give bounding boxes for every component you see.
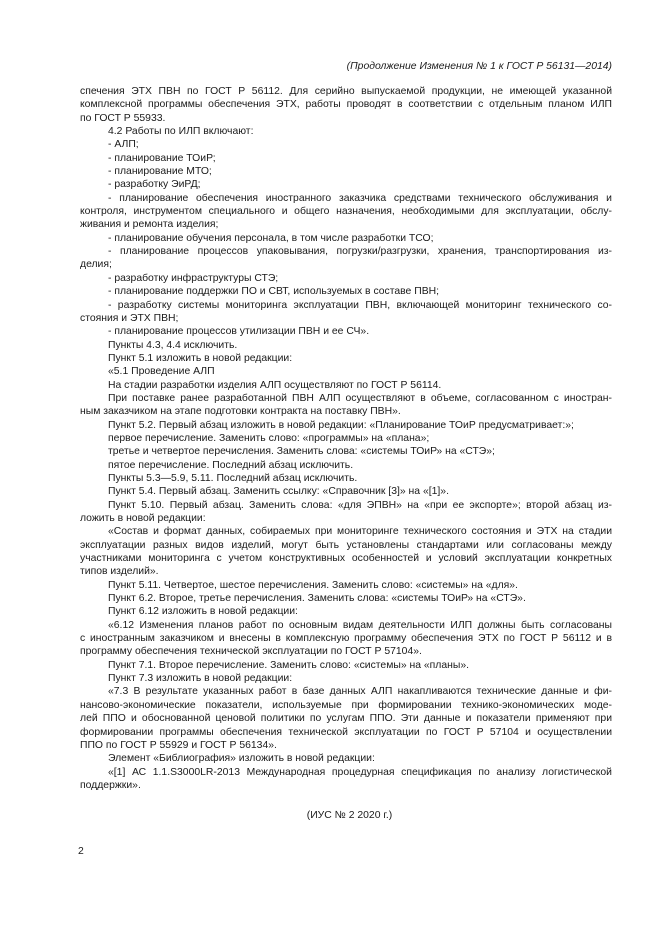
text-line: ППО по ГОСТ Р 55929 и ГОСТ Р 56134». xyxy=(80,739,277,751)
text-line: «7.3 В результате указанных работ в базе данных АЛП накапливаются технические данные и фи- xyxy=(108,686,612,698)
text-line: - АЛП; xyxy=(108,139,139,151)
text-line: - разработку ЭиРД; xyxy=(108,179,201,191)
text-line: Пункты 5.3—5.9, 5.11. Последний абзац исключить. xyxy=(108,472,358,484)
text-line: по ГОСТ Р 55933. xyxy=(80,112,166,124)
page-number: 2 xyxy=(78,846,84,857)
running-header: (Продолжение Изменения № 1 к ГОСТ Р 56131—2014) xyxy=(346,61,612,72)
text-line: ным заказчиком на этапе подготовки контракта на поставку ПВН». xyxy=(80,406,401,418)
text-line: поддержки». xyxy=(80,779,141,791)
text-line: При поставке ранее разработанной ПВН АЛП осуществляют в объеме, согласованном с иностран- xyxy=(108,392,612,404)
text-line: Элемент «Библиография» изложить в новой редакции: xyxy=(108,753,375,765)
text-line: Пункт 5.1 изложить в новой редакции: xyxy=(108,352,293,364)
text-line: Пункты 4.3, 4.4 исключить. xyxy=(108,339,238,351)
text-line: нансово-экономические показатели, используемые при формировании технико-экономических моде- xyxy=(80,699,612,711)
text-line: - планирование ТОиР; xyxy=(108,152,216,164)
text-line: Пункт 5.4. Первый абзац. Заменить ссылку: «Справочник [3]» на «[1]». xyxy=(108,486,449,498)
text-line: контроля, инструментом специального и общего назначения, необходимыми для эксплуатации, обслу- xyxy=(80,206,612,218)
text-line: 4.2 Работы по ИЛП включают: xyxy=(108,126,254,138)
text-line: третье и четвертое перечисления. Заменить слова: «системы ТОиР» на «СТЭ»; xyxy=(108,446,495,458)
text-line: Пункт 6.12 изложить в новой редакции: xyxy=(108,606,298,618)
text-line: - планирование МТО; xyxy=(108,166,212,178)
text-line: Пункт 6.2. Второе, третье перечисления. Заменить слова: «системы ТОиР» на «СТЭ». xyxy=(108,593,526,605)
text-line: участниками мониторинга с учетом конструктивных особенностей и условий эксплуатации конкретных xyxy=(80,553,612,565)
text-line: живания и ремонта изделия; xyxy=(80,219,219,231)
text-line: первое перечисление. Заменить слово: «программы» на «плана»; xyxy=(108,432,430,444)
text-line: «Состав и формат данных, собираемых при мониторинге технического состояния и ЭТХ на стадии xyxy=(108,526,612,538)
text-line: ложить в новой редакции: xyxy=(80,513,206,524)
text-line: Пункт 5.11. Четвертое, шестое перечисления. Заменить слово: «системы» на «для». xyxy=(108,579,518,591)
document-body xyxy=(80,85,612,792)
text-line: эксплуатации разных видов изделий, могут быть установлены стандартами или согласованы между xyxy=(80,539,612,551)
text-line: - разработку системы мониторинга эксплуатации ПВН, включающей мониторинг технического со- xyxy=(108,299,612,311)
text-line: - планирование поддержки ПО и СВТ, используемых в составе ПВН; xyxy=(108,286,440,298)
text-line: Пункт 5.2. Первый абзац изложить в новой редакции: «Планирование ТОиР предусматривает:»; xyxy=(108,419,574,431)
text-line: делия; xyxy=(80,259,112,271)
text-line: «[1] АС 1.1.S3000LR-2013 Международная процедурная спецификация по анализу логистической xyxy=(108,766,612,778)
text-line: На стадии разработки изделия АЛП осуществляют по ГОСТ Р 56114. xyxy=(108,379,442,391)
text-line: - планирование процессов упаковывания, погрузки/разгрузки, хранения, транспортирования из- xyxy=(108,246,612,258)
text-line: Пункт 7.3 изложить в новой редакции: xyxy=(108,673,293,685)
publication-footer: (ИУС № 2 2020 г.) xyxy=(306,810,393,821)
text-line: «5.1 Проведение АЛП xyxy=(108,366,215,378)
text-line: - планирование процессов утилизации ПВН и ее СЧ». xyxy=(108,326,370,338)
text-line: комплексной программы обеспечения ЭТХ, работы проводят в соответствии с отдельным планом ИЛП xyxy=(80,99,612,111)
text-line: - планирование обучения персонала, в том числе разработки ТСО; xyxy=(108,232,434,244)
text-line: «6.12 Изменения планов работ по основным видам деятельности ИЛП должны быть согласованы xyxy=(108,619,612,631)
text-line: Пункт 5.10. Первый абзац. Заменить слова: «для ЭПВН» на «при ее экспорте»; второй абзац из- xyxy=(108,499,612,511)
text-line: - разработку инфраструктуры СТЭ; xyxy=(108,272,279,284)
text-line: стояния и ЭТХ ПВН; xyxy=(80,312,179,324)
text-line: - планирование обеспечения иностранного заказчика средствами технического обслуживания и xyxy=(108,192,612,204)
text-line: пятое перечисление. Последний абзац исключить. xyxy=(108,459,354,471)
text-line: программу обеспечения технической эксплуатации по ГОСТ Р 57104». xyxy=(80,646,422,658)
text-line: Пункт 7.1. Второе перечисление. Заменить слово: «системы» на «планы». xyxy=(108,659,470,671)
text-line: формировании программы обеспечения технической эксплуатации по ГОСТ Р 57104 и осуществлении xyxy=(80,726,612,738)
text-line: лей ППО и обоснованной ценовой политики по услугам ППО. Эти данные и показатели применяют при xyxy=(80,713,612,725)
text-line: с иностранным заказчиком и внесены в комплексную программу обеспечения ЭТХ по ГОСТ Р 56112 и в xyxy=(80,633,612,645)
text-line: спечения ЭТХ ПВН по ГОСТ Р 56112. Для серийно выпускаемой продукции, не имеющей указанной xyxy=(80,86,612,97)
text-line: типов изделий». xyxy=(80,566,159,578)
